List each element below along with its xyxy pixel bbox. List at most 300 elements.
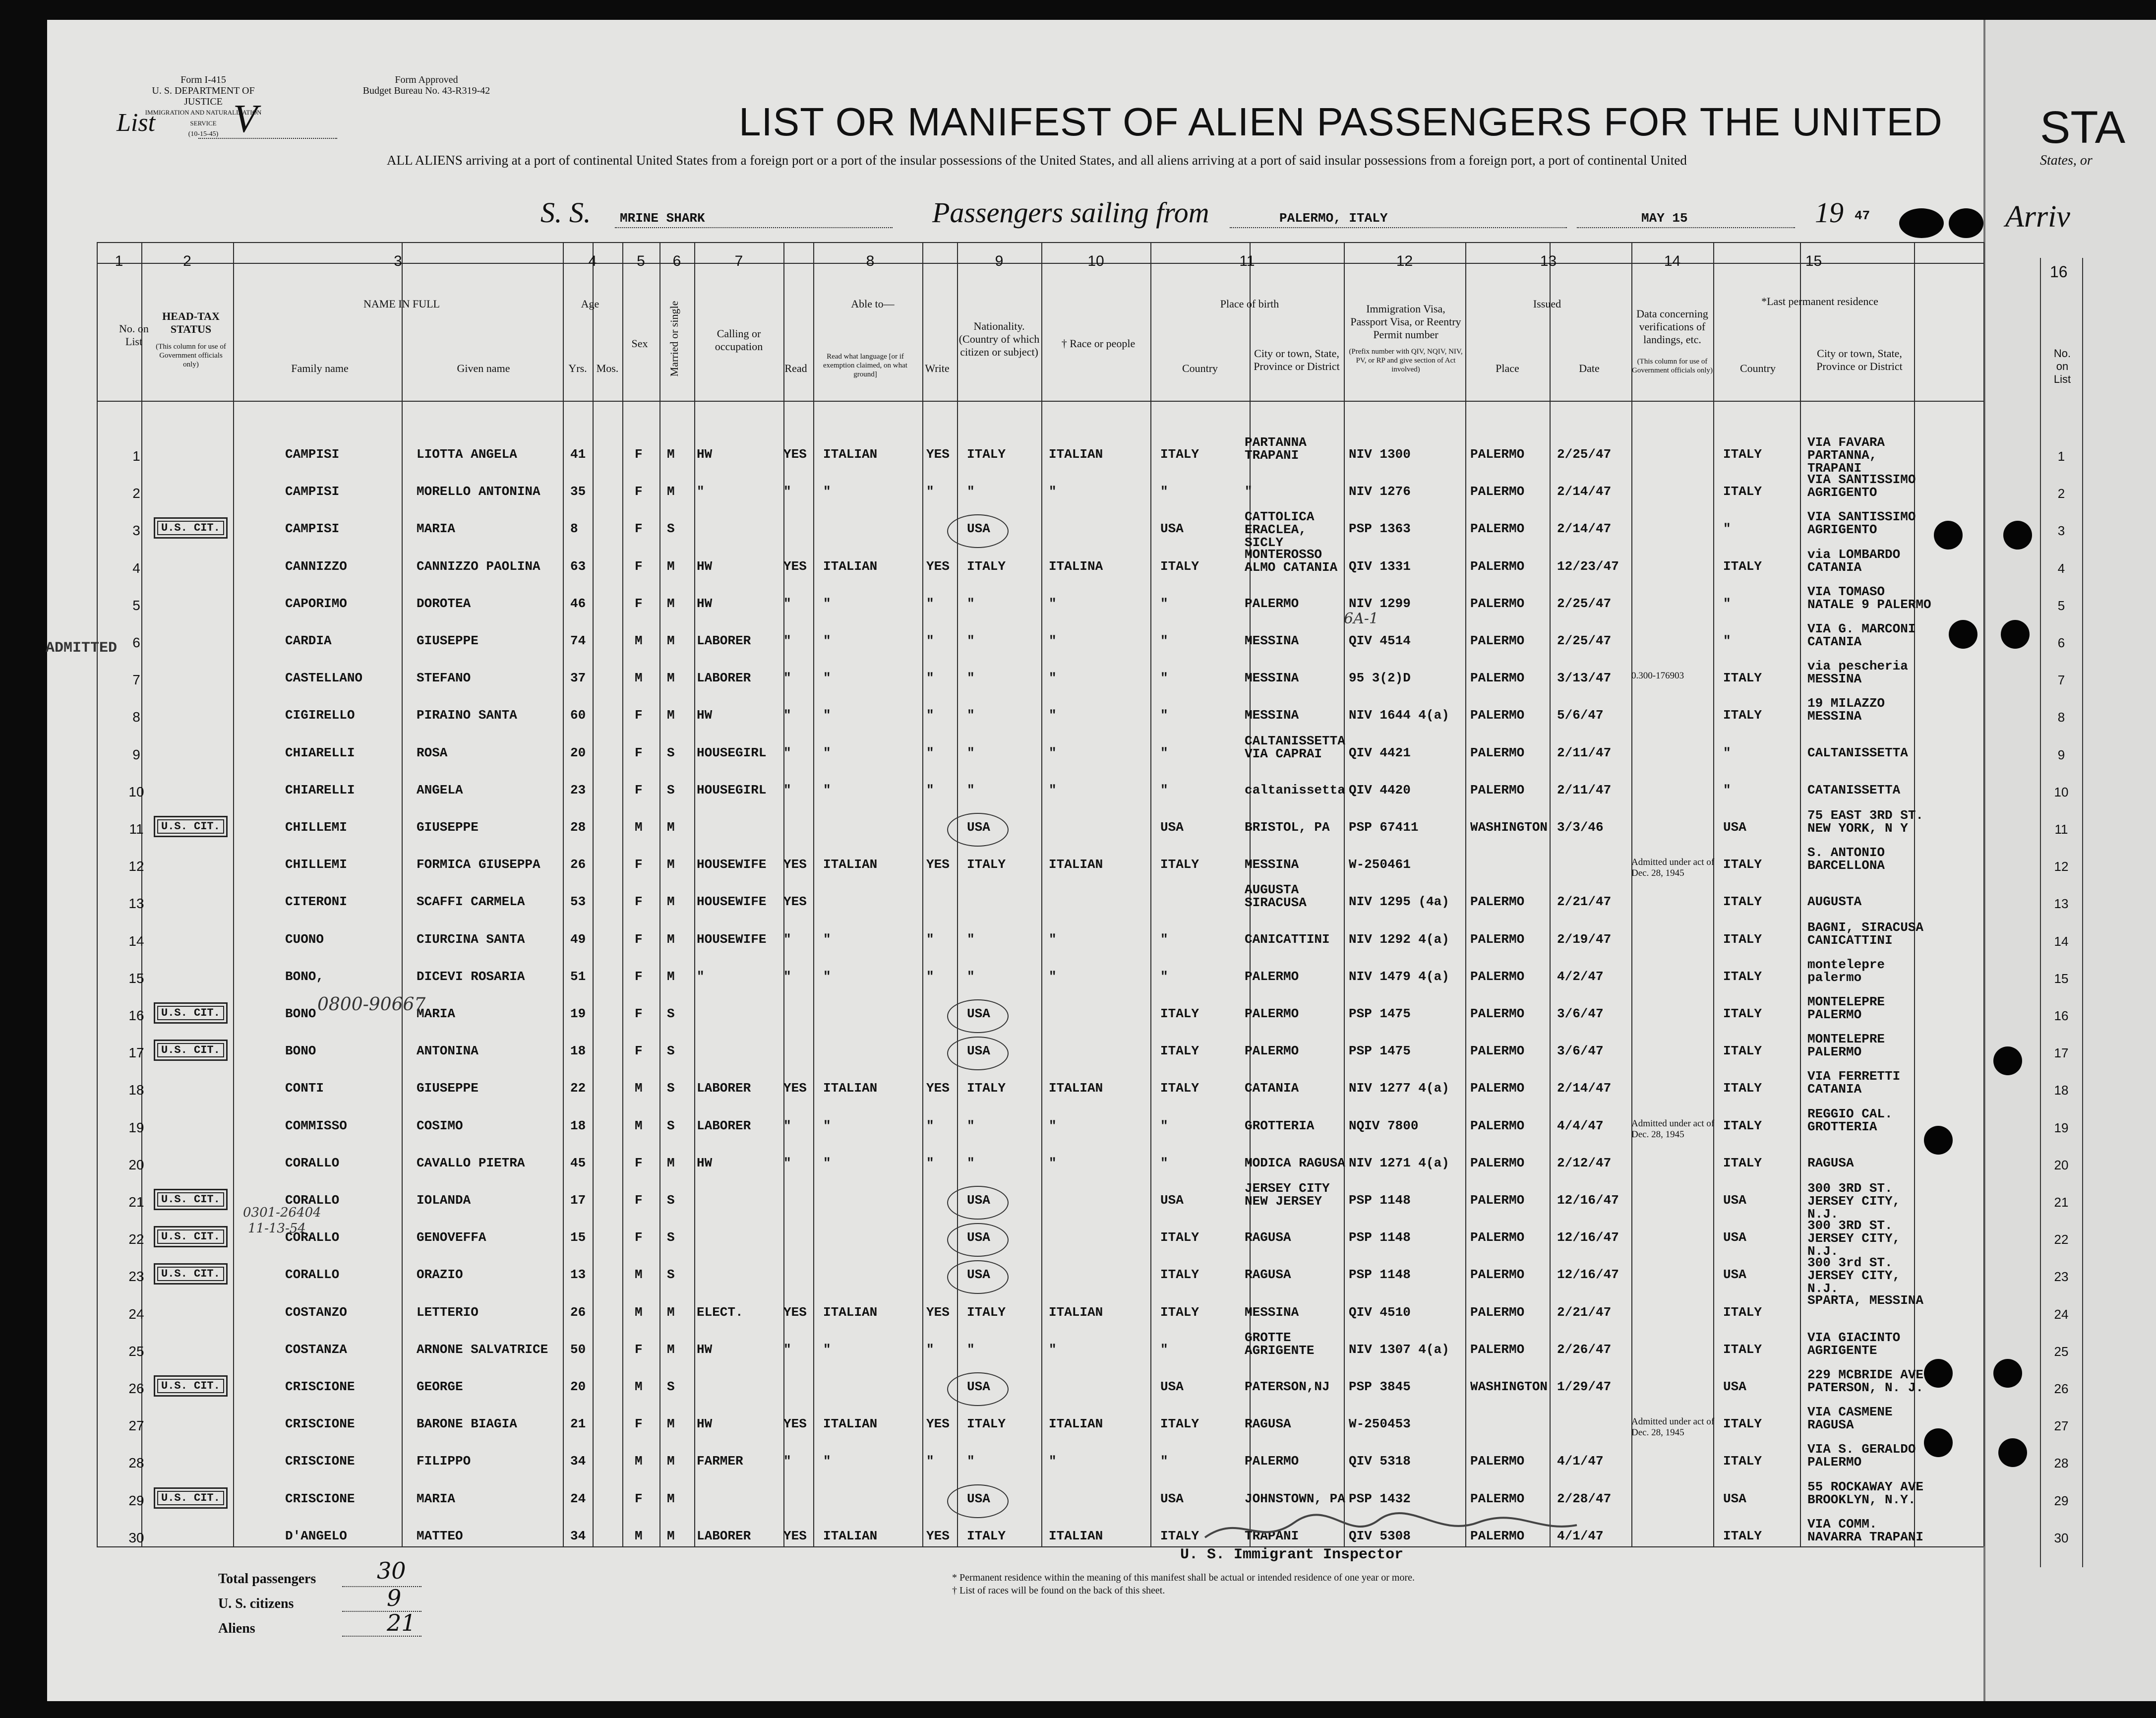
cell-race: " — [1049, 633, 1057, 648]
cell-nat: " — [967, 633, 975, 648]
cell-bcity: CATTOLICA ERACLEA, SICLY — [1245, 509, 1315, 551]
cell-iplace: PALERMO — [1470, 558, 1525, 574]
cell-sex: M — [635, 1118, 643, 1133]
cell-given: DOROTEA — [417, 596, 471, 611]
cell-no: 11 — [129, 821, 144, 837]
cell-read: YES — [783, 558, 807, 574]
cell-lang: " — [823, 484, 831, 499]
cell-no: 17 — [128, 1045, 144, 1061]
cell-given: MATTEO — [417, 1528, 463, 1543]
cell-lang: " — [823, 671, 831, 686]
form-date: (10-15-45) — [188, 130, 219, 138]
cell-sex: M — [635, 1267, 643, 1283]
cell-ms: M — [667, 447, 675, 462]
sailing-from: PALERMO, ITALY — [1279, 211, 1388, 226]
cell-write: YES — [926, 857, 950, 872]
column-number: 2 — [183, 253, 191, 269]
cell-bcity: CATANIA — [1245, 1081, 1299, 1096]
cell-ms: M — [667, 969, 675, 984]
cell-no: 1 — [132, 448, 140, 464]
cell-iplace: PALERMO — [1470, 484, 1525, 499]
cell-no: 8 — [132, 709, 140, 725]
cell-sex: M — [635, 1379, 643, 1394]
cell-lang: " — [823, 931, 831, 947]
cell-iplace: PALERMO — [1470, 782, 1525, 798]
cell-ms: S — [667, 782, 675, 798]
header-issued-place: Place — [1496, 362, 1519, 374]
cell-given: LIOTTA ANGELA — [417, 447, 517, 462]
cell-rcity: 19 MILAZZO MESSINA — [1807, 696, 1885, 724]
cell-read: YES — [783, 1416, 807, 1432]
cell-lang: ITALIAN — [823, 447, 878, 462]
cell-race: " — [1049, 782, 1057, 798]
cell-sex: M — [635, 820, 643, 835]
cell-given: GENOVEFFA — [417, 1230, 486, 1245]
table-row — [0, 1516, 2156, 1556]
us-citizen-stamp: U.S. CIT. — [154, 1375, 228, 1397]
cell-visa: W-250461 — [1349, 857, 1411, 872]
cell-age: 53 — [570, 894, 586, 910]
cell-family: CONTI — [285, 1081, 324, 1096]
cell-no: 24 — [128, 1306, 144, 1322]
cell-no: 28 — [128, 1455, 144, 1471]
cell-rcountry: ITALY — [1723, 1304, 1762, 1320]
continuation-row-number: 13 — [2054, 896, 2069, 912]
cell-race: ITALIAN — [1049, 1416, 1103, 1432]
cell-family: D'ANGELO — [285, 1528, 347, 1543]
cell-race: ITALINA — [1049, 558, 1103, 574]
table-row — [0, 733, 2156, 773]
cell-ms: M — [667, 558, 675, 574]
table-row — [0, 775, 2156, 810]
cell-nat: " — [967, 708, 975, 723]
cell-family: BONO — [285, 1006, 316, 1021]
header-race: † Race or people — [1061, 337, 1136, 350]
cell-write: YES — [926, 1304, 950, 1320]
continuation-row-number: 26 — [2054, 1381, 2069, 1396]
form-dept: U. S. DEPARTMENT OF JUSTICE — [152, 85, 255, 107]
cell-given: MARIA — [417, 521, 456, 537]
cell-age: 15 — [570, 1230, 586, 1245]
form-budget: Budget Bureau No. 43-R319-42 — [362, 85, 490, 96]
column-number: 15 — [1805, 253, 1822, 269]
list-value: V — [233, 97, 257, 141]
cell-write: " — [926, 745, 934, 760]
cell-bcity: JOHNSTOWN, PA — [1245, 1491, 1345, 1506]
column-number: 5 — [637, 253, 645, 269]
cell-rcity: 229 MCBRIDE AVE PATERSON, N. J. — [1807, 1367, 1924, 1395]
cell-idate: 1/29/47 — [1557, 1379, 1612, 1394]
cell-given: PIRAINO SANTA — [417, 708, 517, 723]
cell-visa: NIV 1276 — [1349, 484, 1411, 499]
table-rule — [97, 242, 1983, 243]
cell-idate: 2/21/47 — [1557, 894, 1612, 910]
cell-ms: S — [667, 1081, 675, 1096]
cell-rcity: via LOMBARDO CATANIA — [1807, 547, 1901, 575]
cell-write: " — [926, 782, 934, 798]
cell-occ: HW — [697, 447, 713, 462]
cell-bcity: MONTEROSSO ALMO CATANIA — [1245, 547, 1338, 575]
cell-iplace: WASHINGTON — [1470, 820, 1548, 835]
cell-write: YES — [926, 1528, 950, 1543]
cell-given: MARIA — [417, 1491, 456, 1506]
cell-bcountry: " — [1160, 671, 1168, 686]
cell-read: " — [783, 484, 791, 499]
cell-family: CRISCIONE — [285, 1491, 355, 1506]
cell-sex: F — [635, 1491, 643, 1506]
cell-bcountry: " — [1160, 745, 1168, 760]
cell-rcity: RAGUSA — [1807, 1155, 1854, 1170]
cell-family: CORALLO — [285, 1155, 340, 1170]
cell-bcity: BRISTOL, PA — [1245, 820, 1330, 835]
sailing-label: Passengers sailing from — [932, 196, 1209, 229]
margin-date-23: 11-13-54 — [248, 1221, 306, 1236]
cell-rcity: CATANISSETTA — [1807, 782, 1901, 798]
ink-blot — [1993, 1046, 2022, 1075]
cell-occ: FARMER — [697, 1454, 743, 1469]
cell-race: " — [1049, 671, 1057, 686]
cell-family: CRISCIONE — [285, 1416, 355, 1432]
header-visa: Immigration Visa, Passport Visa, or Reentry Permit number — [1350, 303, 1461, 341]
cell-write: " — [926, 1454, 934, 1469]
cell-family: CORALLO — [285, 1267, 340, 1283]
header-married: Married or single — [668, 301, 680, 377]
cell-bcity: AUGUSTA SIRACUSA — [1245, 882, 1307, 911]
cell-sex: F — [635, 1416, 643, 1432]
cell-rcity: VIA GIACINTO AGRIGENTE — [1807, 1330, 1901, 1358]
cell-nat: USA — [967, 1379, 990, 1394]
cell-iplace: PALERMO — [1470, 969, 1525, 984]
cell-age: 20 — [570, 745, 586, 760]
cell-given: GEORGE — [417, 1379, 463, 1394]
cell-rcountry: ITALY — [1723, 1342, 1762, 1357]
cell-ms: M — [667, 931, 675, 947]
cell-sex: M — [635, 671, 643, 686]
inspector-label: U. S. Immigrant Inspector — [1180, 1546, 1404, 1563]
cell-lang: ITALIAN — [823, 857, 878, 872]
continuation-title: STA — [2040, 102, 2126, 153]
cell-family: CHILLEMI — [285, 820, 347, 835]
cell-visa: QIV 4510 — [1349, 1304, 1411, 1320]
cell-occ: HW — [697, 558, 713, 574]
cell-lang: " — [823, 782, 831, 798]
cell-visa: PSP 1475 — [1349, 1006, 1411, 1021]
cell-no: 3 — [132, 523, 140, 539]
list-label: List — [117, 109, 156, 137]
cell-age: 26 — [570, 857, 586, 872]
column-number: 11 — [1239, 253, 1255, 269]
cell-visa: QIV 5318 — [1349, 1454, 1411, 1469]
cell-rcity: CALTANISSETTA — [1807, 745, 1908, 760]
cell-given: CIURCINA SANTA — [417, 931, 525, 947]
cell-read: " — [783, 708, 791, 723]
cell-read: YES — [783, 1304, 807, 1320]
cell-race: " — [1049, 484, 1057, 499]
cell-rcity: VIA FAVARA PARTANNA, TRAPANI — [1807, 435, 1885, 476]
table-row — [0, 845, 2156, 885]
cell-occ: HW — [697, 1416, 713, 1432]
cell-visa: PSP 3845 — [1349, 1379, 1411, 1394]
cell-visa: NIV 1479 4(a) — [1349, 969, 1449, 984]
cell-rcountry: ITALY — [1723, 484, 1762, 499]
cell-age: 34 — [570, 1454, 586, 1469]
cell-visa: QIV 1331 — [1349, 558, 1411, 574]
cell-idate: 2/21/47 — [1557, 1304, 1612, 1320]
cell-iplace: PALERMO — [1470, 1454, 1525, 1469]
cell-rcountry: USA — [1723, 820, 1746, 835]
cell-given: ORAZIO — [417, 1267, 463, 1283]
cell-read: " — [783, 782, 791, 798]
column-number: 8 — [866, 253, 875, 269]
cell-family: CAMPISI — [285, 521, 340, 537]
cell-no: 15 — [128, 970, 144, 986]
cell-rcountry: ITALY — [1723, 447, 1762, 462]
cell-age: 49 — [570, 931, 586, 947]
cell-bcountry: ITALY — [1160, 447, 1199, 462]
cell-rcountry: USA — [1723, 1193, 1746, 1208]
cell-write: " — [926, 1118, 934, 1133]
table-row — [0, 1442, 2156, 1481]
cell-age: 13 — [570, 1267, 586, 1283]
cell-occ: ELECT. — [697, 1304, 743, 1320]
cell-read: " — [783, 1454, 791, 1469]
cell-rcity: VIA FERRETTI CATANIA — [1807, 1069, 1901, 1097]
cell-race: ITALIAN — [1049, 857, 1103, 872]
table-row — [0, 1292, 2156, 1333]
inspector-signature — [1200, 1508, 1597, 1552]
header-visa-note: (Prefix number with QIV, NQIV, NIV, PV, or RP and give section of Act involved) — [1349, 348, 1463, 373]
continuation-col-head: No. on List — [2053, 347, 2071, 385]
cell-landing: 0.300-176903 — [1631, 671, 1684, 681]
cell-nat: " — [967, 1342, 975, 1357]
cell-nat: ITALY — [967, 1081, 1006, 1096]
header-landings: Data concerning verifications of landings, etc. — [1636, 307, 1708, 346]
cell-family: COMMISSO — [285, 1118, 347, 1133]
header-res-country: Country — [1739, 362, 1776, 374]
nationality-circle — [947, 1223, 1009, 1257]
cell-lang: " — [823, 745, 831, 760]
cell-given: CANNIZZO PAOLINA — [417, 558, 540, 574]
cell-rcity: VIA CASMENE RAGUSA — [1807, 1405, 1893, 1433]
cell-read: YES — [783, 447, 807, 462]
ink-blot — [1924, 1126, 1953, 1155]
cell-sex: F — [635, 931, 643, 947]
table-row — [0, 1479, 2156, 1519]
cell-age: 74 — [570, 633, 586, 648]
continuation-row-number: 21 — [2054, 1195, 2069, 1210]
year-prefix: 19 — [1815, 196, 1844, 229]
cell-ms: S — [667, 521, 675, 537]
cell-read: " — [783, 1155, 791, 1170]
table-rule — [97, 401, 1983, 402]
cell-ms: M — [667, 1528, 675, 1543]
cell-occ: LABORER — [697, 1528, 751, 1543]
column-number: 4 — [588, 253, 597, 269]
cell-nat: ITALY — [967, 1528, 1006, 1543]
cell-given: CAVALLO PIETRA — [417, 1155, 525, 1170]
cell-iplace: PALERMO — [1470, 1304, 1525, 1320]
column-number: 12 — [1396, 253, 1413, 269]
cell-family: CAPORIMO — [285, 596, 347, 611]
cell-given: FILIPPO — [417, 1454, 471, 1469]
footnote-residence: * Permanent residence within the meaning of this manifest shall be actual or intended residence of one year or more. — [952, 1572, 1415, 1583]
cell-rcity: AUGUSTA — [1807, 894, 1862, 910]
table-row — [0, 472, 2156, 512]
cell-ms: S — [667, 1193, 675, 1208]
cell-no: 29 — [128, 1492, 144, 1508]
column-number: 13 — [1540, 253, 1557, 269]
cell-no: 6 — [132, 635, 140, 650]
margin-admitted: ADMITTED — [46, 640, 118, 657]
cell-sex: M — [635, 1454, 643, 1469]
cell-given: IOLANDA — [417, 1193, 471, 1208]
cell-race: " — [1049, 931, 1057, 947]
cell-rcountry: ITALY — [1723, 931, 1762, 947]
cell-visa: NIV 1307 4(a) — [1349, 1342, 1449, 1357]
nationality-circle — [947, 1372, 1009, 1406]
cell-family: CAMPISI — [285, 447, 340, 462]
cell-age: 28 — [570, 820, 586, 835]
continuation-row-number: 11 — [2054, 822, 2068, 837]
cell-landing: Admitted under act of Dec. 28, 1945 — [1631, 1118, 1715, 1140]
cell-age: 50 — [570, 1342, 586, 1357]
margin-number-16: 0800-90667 — [317, 994, 426, 1015]
cell-idate: 4/4/47 — [1557, 1118, 1604, 1133]
cell-idate: 4/1/47 — [1557, 1454, 1604, 1469]
cell-visa: PSP 1475 — [1349, 1043, 1411, 1059]
cell-bcity: MESSINA — [1245, 857, 1299, 872]
cell-given: SCAFFI CARMELA — [417, 894, 525, 910]
cell-read: YES — [783, 894, 807, 910]
continuation-row-number: 18 — [2054, 1083, 2069, 1098]
cell-no: 25 — [128, 1343, 144, 1359]
cell-lang: ITALIAN — [823, 558, 878, 574]
aliens-label: Aliens — [218, 1621, 255, 1636]
cell-bcountry: ITALY — [1160, 1081, 1199, 1096]
header-mos: Mos. — [596, 362, 619, 374]
cell-rcountry: USA — [1723, 1379, 1746, 1394]
cell-write: " — [926, 708, 934, 723]
cell-iplace: PALERMO — [1470, 1528, 1525, 1543]
continuation-row-number: 19 — [2054, 1120, 2069, 1135]
cell-rcity: S. ANTONIO BARCELLONA — [1807, 845, 1885, 873]
cell-write: " — [926, 484, 934, 499]
cell-given: GIUSEPPE — [417, 633, 479, 648]
cell-bcountry: " — [1160, 1118, 1168, 1133]
cell-rcountry: ITALY — [1723, 1081, 1762, 1096]
header-read-lang: Read what language [or if exemption claimed, on what ground] — [823, 353, 907, 378]
cell-bcountry: " — [1160, 633, 1168, 648]
table-rule — [97, 263, 1983, 264]
ship-name: MRINE SHARK — [620, 211, 705, 226]
cell-idate: 5/6/47 — [1557, 708, 1604, 723]
ink-blot — [1949, 208, 1983, 238]
cell-idate: 3/6/47 — [1557, 1006, 1604, 1021]
cell-rcity: VIA SANTISSIMO AGRIGENTO — [1807, 472, 1916, 500]
cell-write: " — [926, 931, 934, 947]
cell-lang: " — [823, 1342, 831, 1357]
sailing-date-line — [1577, 227, 1795, 228]
column-number: 14 — [1664, 253, 1681, 269]
form-approved: Form Approved — [395, 74, 458, 85]
cell-lang: ITALIAN — [823, 1081, 878, 1096]
cell-rcountry: ITALY — [1723, 671, 1762, 686]
cell-visa: NIV 1295 (4a) — [1349, 894, 1449, 910]
cell-rcity: REGGIO CAL. GROTTERIA — [1807, 1106, 1893, 1134]
cell-rcity: VIA TOMASO NATALE 9 PALERMO — [1807, 584, 1931, 612]
header-birth-city: City or town, State, Province or District — [1254, 347, 1340, 372]
cell-no: 12 — [128, 859, 144, 874]
cell-visa: NIV 1292 4(a) — [1349, 931, 1449, 947]
column-number: 9 — [995, 253, 1004, 269]
cell-bcity: TRAPANI — [1245, 1528, 1299, 1543]
cell-bcountry: " — [1160, 782, 1168, 798]
cell-rcountry: ITALY — [1723, 558, 1762, 574]
cell-bcountry: " — [1160, 1454, 1168, 1469]
cell-visa: QIV 5308 — [1349, 1528, 1411, 1543]
cell-no: 4 — [132, 560, 140, 576]
cell-idate: 2/26/47 — [1557, 1342, 1612, 1357]
ink-blot — [1924, 1428, 1953, 1457]
table-row — [0, 1255, 2156, 1296]
cell-rcountry: USA — [1723, 1230, 1746, 1245]
aliens-value: 21 — [387, 1609, 416, 1636]
cell-read: " — [783, 1342, 791, 1357]
cell-nat: " — [967, 671, 975, 686]
cell-write: " — [926, 1342, 934, 1357]
column-number: 1 — [115, 253, 123, 269]
margin-code: 6A-1 — [1344, 610, 1378, 627]
cell-bcountry: ITALY — [1160, 1230, 1199, 1245]
table-row — [0, 1148, 2156, 1183]
cell-idate: 4/1/47 — [1557, 1528, 1604, 1543]
cell-race: ITALIAN — [1049, 447, 1103, 462]
cell-age: 23 — [570, 782, 586, 798]
cell-family: CORALLO — [285, 1193, 340, 1208]
cell-race: " — [1049, 969, 1057, 984]
cell-family: CARDIA — [285, 633, 332, 648]
cell-given: DICEVI ROSARIA — [417, 969, 525, 984]
cell-no: 14 — [128, 933, 144, 949]
cell-sex: F — [635, 894, 643, 910]
cell-rcountry: " — [1723, 633, 1731, 648]
table-row — [0, 1405, 2156, 1444]
cell-idate: 3/6/47 — [1557, 1043, 1604, 1059]
cell-idate: 12/16/47 — [1557, 1193, 1619, 1208]
cell-rcity: VIA SANTISSIMO AGRIGENTO — [1807, 509, 1916, 538]
cell-race: " — [1049, 1454, 1057, 1469]
cell-bcountry: USA — [1160, 1491, 1184, 1506]
nationality-circle — [947, 514, 1009, 548]
nationality-circle — [947, 1037, 1009, 1070]
cell-bcity: PALERMO — [1245, 1043, 1299, 1059]
cell-visa: NIV 1271 4(a) — [1349, 1155, 1449, 1170]
header-head-tax-note: (This column for use of Government officials only) — [156, 343, 226, 368]
sailing-date: MAY 15 — [1641, 211, 1688, 226]
cell-read: " — [783, 671, 791, 686]
cell-ms: M — [667, 633, 675, 648]
cell-visa: NIV 1644 4(a) — [1349, 708, 1449, 723]
header-calling: Calling or occupation — [715, 327, 763, 353]
cell-rcity: SPARTA, MESSINA — [1807, 1292, 1924, 1308]
cell-sex: F — [635, 708, 643, 723]
cell-bcountry: " — [1160, 708, 1168, 723]
cell-ms: S — [667, 745, 675, 760]
cell-rcountry: ITALY — [1723, 1006, 1762, 1021]
continuation-row-number: 29 — [2054, 1493, 2069, 1508]
cell-age: 45 — [570, 1155, 586, 1170]
header-given-name: Given name — [457, 362, 510, 374]
